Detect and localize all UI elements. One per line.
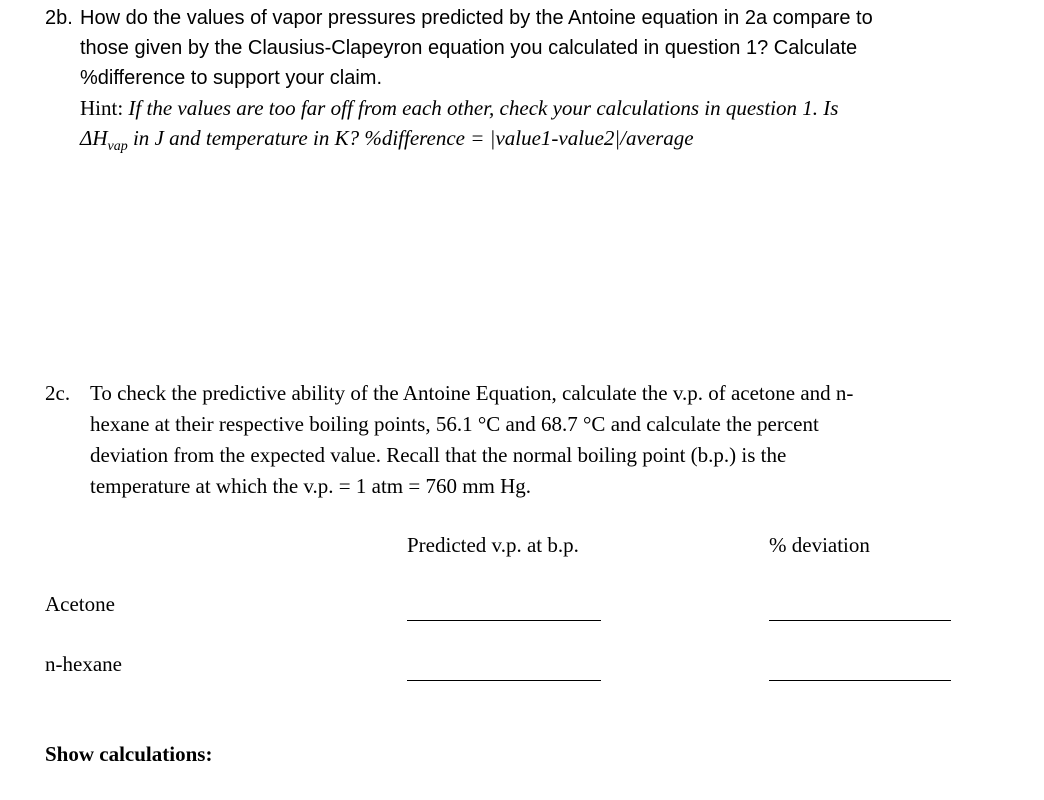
enthalpy-symbol-main: ΔH (80, 126, 108, 150)
question-2b-line-1: How do the values of vapor pressures predicted by the Antoine equation in 2a compare to (80, 7, 873, 29)
question-2c-number: 2c. (45, 381, 71, 405)
question-2c-line-2: hexane at their respective boiling points, 56.1 °C and 68.7 °C and calculate the percent (90, 412, 819, 436)
question-2c-text (90, 378, 987, 502)
hint-label: Hint: (80, 96, 124, 120)
hint-line-2 (80, 123, 1005, 162)
question-2c (45, 378, 987, 502)
show-calculations-heading: Show calculations: (45, 742, 213, 766)
n-hexane-percent-deviation-blank[interactable] (769, 680, 951, 681)
hint-line-1 (80, 93, 1005, 123)
question-2c-line-4: temperature at which the v.p. = 1 atm = 760 mm Hg. (90, 474, 532, 498)
question-2c-line-1: To check the predictive ability of the Antoine Equation, calculate the v.p. of acetone and n- (90, 381, 854, 405)
row-label-n-hexane: n-hexane (45, 652, 122, 676)
column-header-percent-deviation: % deviation (769, 533, 870, 557)
question-2b (45, 3, 1005, 162)
question-2b-line-2: those given by the Clausius-Clapeyron equation you calculated in question 1? Calculate (80, 37, 858, 59)
n-hexane-predicted-vp-blank[interactable] (407, 680, 601, 681)
question-2b-text (80, 3, 1005, 93)
hint-text-2: in J and temperature in K? %difference = |value1-value2|/average (132, 126, 694, 150)
question-2b-line-3: %difference to support your claim. (80, 67, 383, 89)
enthalpy-symbol-subscript: vap (107, 139, 128, 154)
enthalpy-symbol (80, 126, 128, 154)
row-label-acetone: Acetone (45, 592, 115, 616)
acetone-predicted-vp-blank[interactable] (407, 620, 601, 621)
question-2b-number: 2b. (45, 7, 73, 29)
acetone-percent-deviation-blank[interactable] (769, 620, 951, 621)
question-2c-line-3: deviation from the expected value. Recall that the normal boiling point (b.p.) is the (90, 443, 787, 467)
column-header-predicted-vp: Predicted v.p. at b.p. (407, 533, 579, 557)
hint-text-1: If the values are too far off from each other, check your calculations in question 1. Is (128, 96, 839, 120)
